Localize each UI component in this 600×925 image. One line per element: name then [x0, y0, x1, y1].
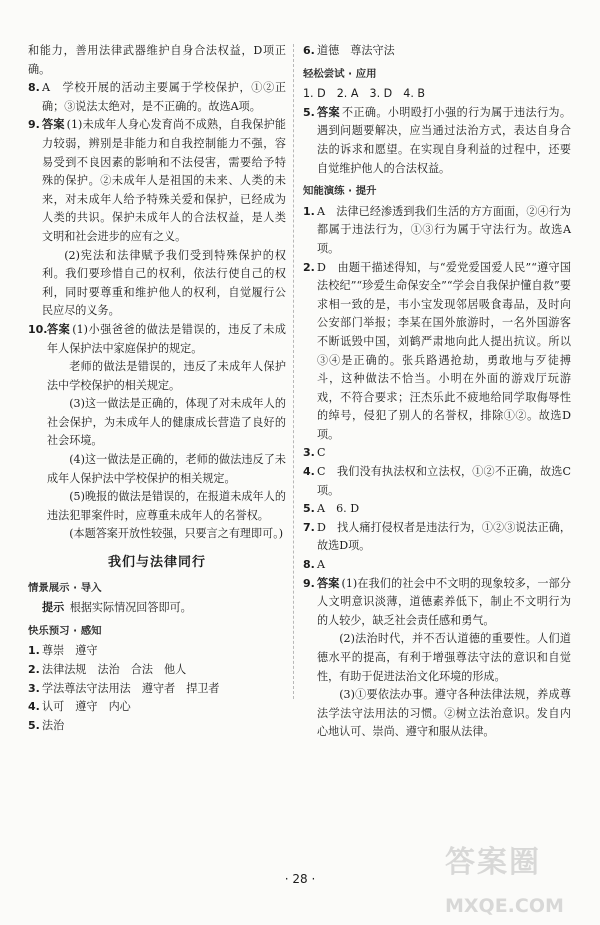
answer-item-7 [303, 519, 571, 556]
item-number: 5. [28, 718, 40, 732]
item-number: 8. [28, 81, 40, 95]
item-number: 5. [303, 105, 315, 119]
hint-label: 提示 [42, 601, 65, 615]
answer-text: 答案 (1)小强爸爸的做法是错误的，违反了未成年人保护法中家庭保护的规定。 [47, 322, 286, 355]
answer-text: 答案 (1)未成年人身心发育尚不成熟，自我保护能力较弱，辨别是非能力和自我控制能力不强，容易受到不良因素的影响和不法侵害，需要给予特殊的保护。②未成年人是祖国的未来、人类的未来，对未成年人给予特殊关爱和保护，已经成为人类的共识。保护未成年人的合法权益，是人类文明和社会进步的应有之义。 [42, 118, 286, 243]
list-item [28, 642, 286, 661]
item-number: 5. [303, 502, 315, 516]
answer-item-10 [28, 321, 286, 544]
section-header-scene: 情景展示 · 导入 [28, 581, 102, 594]
answer-label: 答案 [317, 105, 340, 119]
answer-text: (3)这一做法是正确的，体现了对未成年人的社会保护，为未成年人的健康成长营造了良好的社会环境。 [47, 397, 286, 448]
answer-text: (4)这一做法是正确的，老师的做法违反了未成年人保护法中学校保护的相关规定。 [47, 453, 286, 485]
item-number: 7. [303, 520, 315, 534]
answer-text: 学法尊法守法用法 遵守者 捍卫者 [42, 681, 220, 695]
answer-text: 尊崇 遵守 [42, 644, 98, 658]
item-number: 1. [28, 644, 40, 658]
answer-label: 答案 [317, 576, 340, 590]
answer-text: (2)宪法和法律赋予我们受到特殊保护的权利。我们要珍惜自己的权利，依法行使自己的权利，同时要尊重和维护他人的权利，自觉履行公民应尽的义务。 [42, 248, 286, 318]
answer-item-3 [303, 444, 571, 463]
answer-text: 法治 [42, 718, 65, 732]
answer-text: C 我们没有执法权和立法权，①②不正确，故选C项。 [317, 465, 571, 497]
section-header-light: 轻松尝试 · 应用 [303, 67, 377, 80]
answer-item-2 [303, 259, 571, 445]
answer-text: 老师的做法是错误的，违反了未成年人保护法中学校保护的相关规定。 [47, 360, 286, 392]
watermark-logo [445, 837, 580, 917]
answer-text: C [317, 446, 326, 460]
answer-item-8 [28, 79, 286, 116]
answer-text: D 找人痛打侵权者是违法行为，①②③说法正确，故选D项。 [317, 520, 571, 553]
hint-line [28, 599, 286, 618]
answer-text: A [317, 558, 326, 572]
item-number: 2. [303, 260, 315, 274]
page-number: · 28 · [284, 872, 316, 886]
answer-item-4 [303, 463, 571, 500]
answer-text: A 学校开展的活动主要属于学校保护，①②正确；③说法太绝对，是不正确的。故选A项。 [42, 81, 286, 113]
item-number: 2. [28, 663, 40, 676]
answer-text: 答案 不正确。小明殴打小强的行为属于违法行为。遇到问题要解决，应当通过法治方式，表达自身合法的诉求和愿望。在实现自身利益的过程中，还要自觉维护他人的合法权益。 [317, 105, 571, 175]
answer-text: (本题答案开放性较强，只要言之有理即可。) [69, 527, 284, 541]
watermark-url: MXQE.COM [445, 895, 564, 917]
answer-text: 法律法规 法治 合法 他人 [42, 663, 187, 676]
item-number: 9. [28, 118, 40, 132]
item-number: 3. [303, 446, 315, 460]
answer-item-5 [303, 104, 571, 178]
list-item [28, 698, 286, 717]
list-item [28, 680, 286, 699]
answer-text: (3)①要依法办事。遵守各种法律法规，养成尊法学法守法用法的习惯。②树立法治意识。发自内心地认可、崇尚、遵守和服从法律。 [317, 688, 571, 739]
column-divider [293, 44, 294, 699]
answer-text: A 法律已经渗透到我们生活的方方面面，②④行为都属于违法行为，①③行为属于守法行为。故选A项。 [317, 204, 571, 255]
answer-item-6 [303, 42, 571, 61]
answer-item-1 [303, 203, 571, 259]
item-number: 8. [303, 558, 315, 572]
answer-text: (2)法治时代，并不否认道德的重要性。人们道德水平的提高，有利于增强尊法守法的意识和自觉性，有助于促进法治文化环境的形成。 [317, 632, 571, 683]
item-number: 6. [303, 44, 315, 57]
left-column [28, 42, 286, 735]
list-item [28, 717, 286, 736]
watermark-text: 答案圈 [445, 845, 541, 880]
hint-text: 根据实际情况回答即可。 [69, 601, 192, 615]
answer-text: 道德 尊法守法 [317, 44, 395, 57]
section-header-ability: 知能演练 · 提升 [303, 185, 377, 198]
answer-text: (5)晚报的做法是错误的，在报道未成年人的违法犯罪案件时，应尊重未成年人的名誉权。 [47, 490, 286, 522]
section-header-preview: 快乐预习 · 感知 [28, 624, 102, 637]
right-column [303, 42, 571, 742]
item-number: 3. [28, 681, 40, 695]
item-number: 4. [28, 700, 40, 714]
list-item [28, 661, 286, 680]
answer-text: A 6. D [317, 502, 360, 516]
answer-item-9 [28, 116, 286, 321]
answer-text: D 由题干描述得知，与“爱党爱国爱人民”“遵守国法校纪”“珍爱生命保安全”“学会自我保护懂自救”要求相一致的是，韦小宝发现邻居吸食毒品，及时向公安部门举报；李某在国外旅游时，一名外国游客不断诋毁中国，刘鹤严肃地向此人提出抗议。所以③④是正确的。张兵路遇抢劫，勇敢地与歹徒搏斗，这种做法不恰当。小明在外面的游戏厅玩游戏，不符合要求；汪杰乐此不疲地给同学取侮辱性的绰号，侵犯了别人的名誉权，排除①②。故选D项。 [317, 260, 571, 441]
answer-item-8 [303, 556, 571, 575]
item-number: 1. [303, 204, 315, 218]
lesson-title: 我们与法律同行 [107, 555, 206, 571]
item-number: 4. [303, 465, 315, 479]
answer-text: 答案 (1)在我们的社会中不文明的现象较多，一部分人文明意识淡薄，道德素养低下，制止不文明行为的人较少，缺乏社会责任感和勇气。 [317, 576, 571, 627]
answer-label: 答案 [47, 322, 71, 336]
answer-text: 认可 遵守 内心 [42, 700, 131, 714]
item-number: 9. [303, 576, 315, 590]
answer-label: 答案 [42, 118, 65, 132]
answer-item-5-6 [303, 500, 571, 519]
answer-continuation: 和能力，善用法律武器维护自身合法权益，D项正确。 [28, 44, 286, 76]
answer-item-9 [303, 575, 571, 742]
choice-answers: 1. D 2. A 3. D 4. B [303, 87, 426, 101]
item-number: 10. [28, 322, 48, 336]
